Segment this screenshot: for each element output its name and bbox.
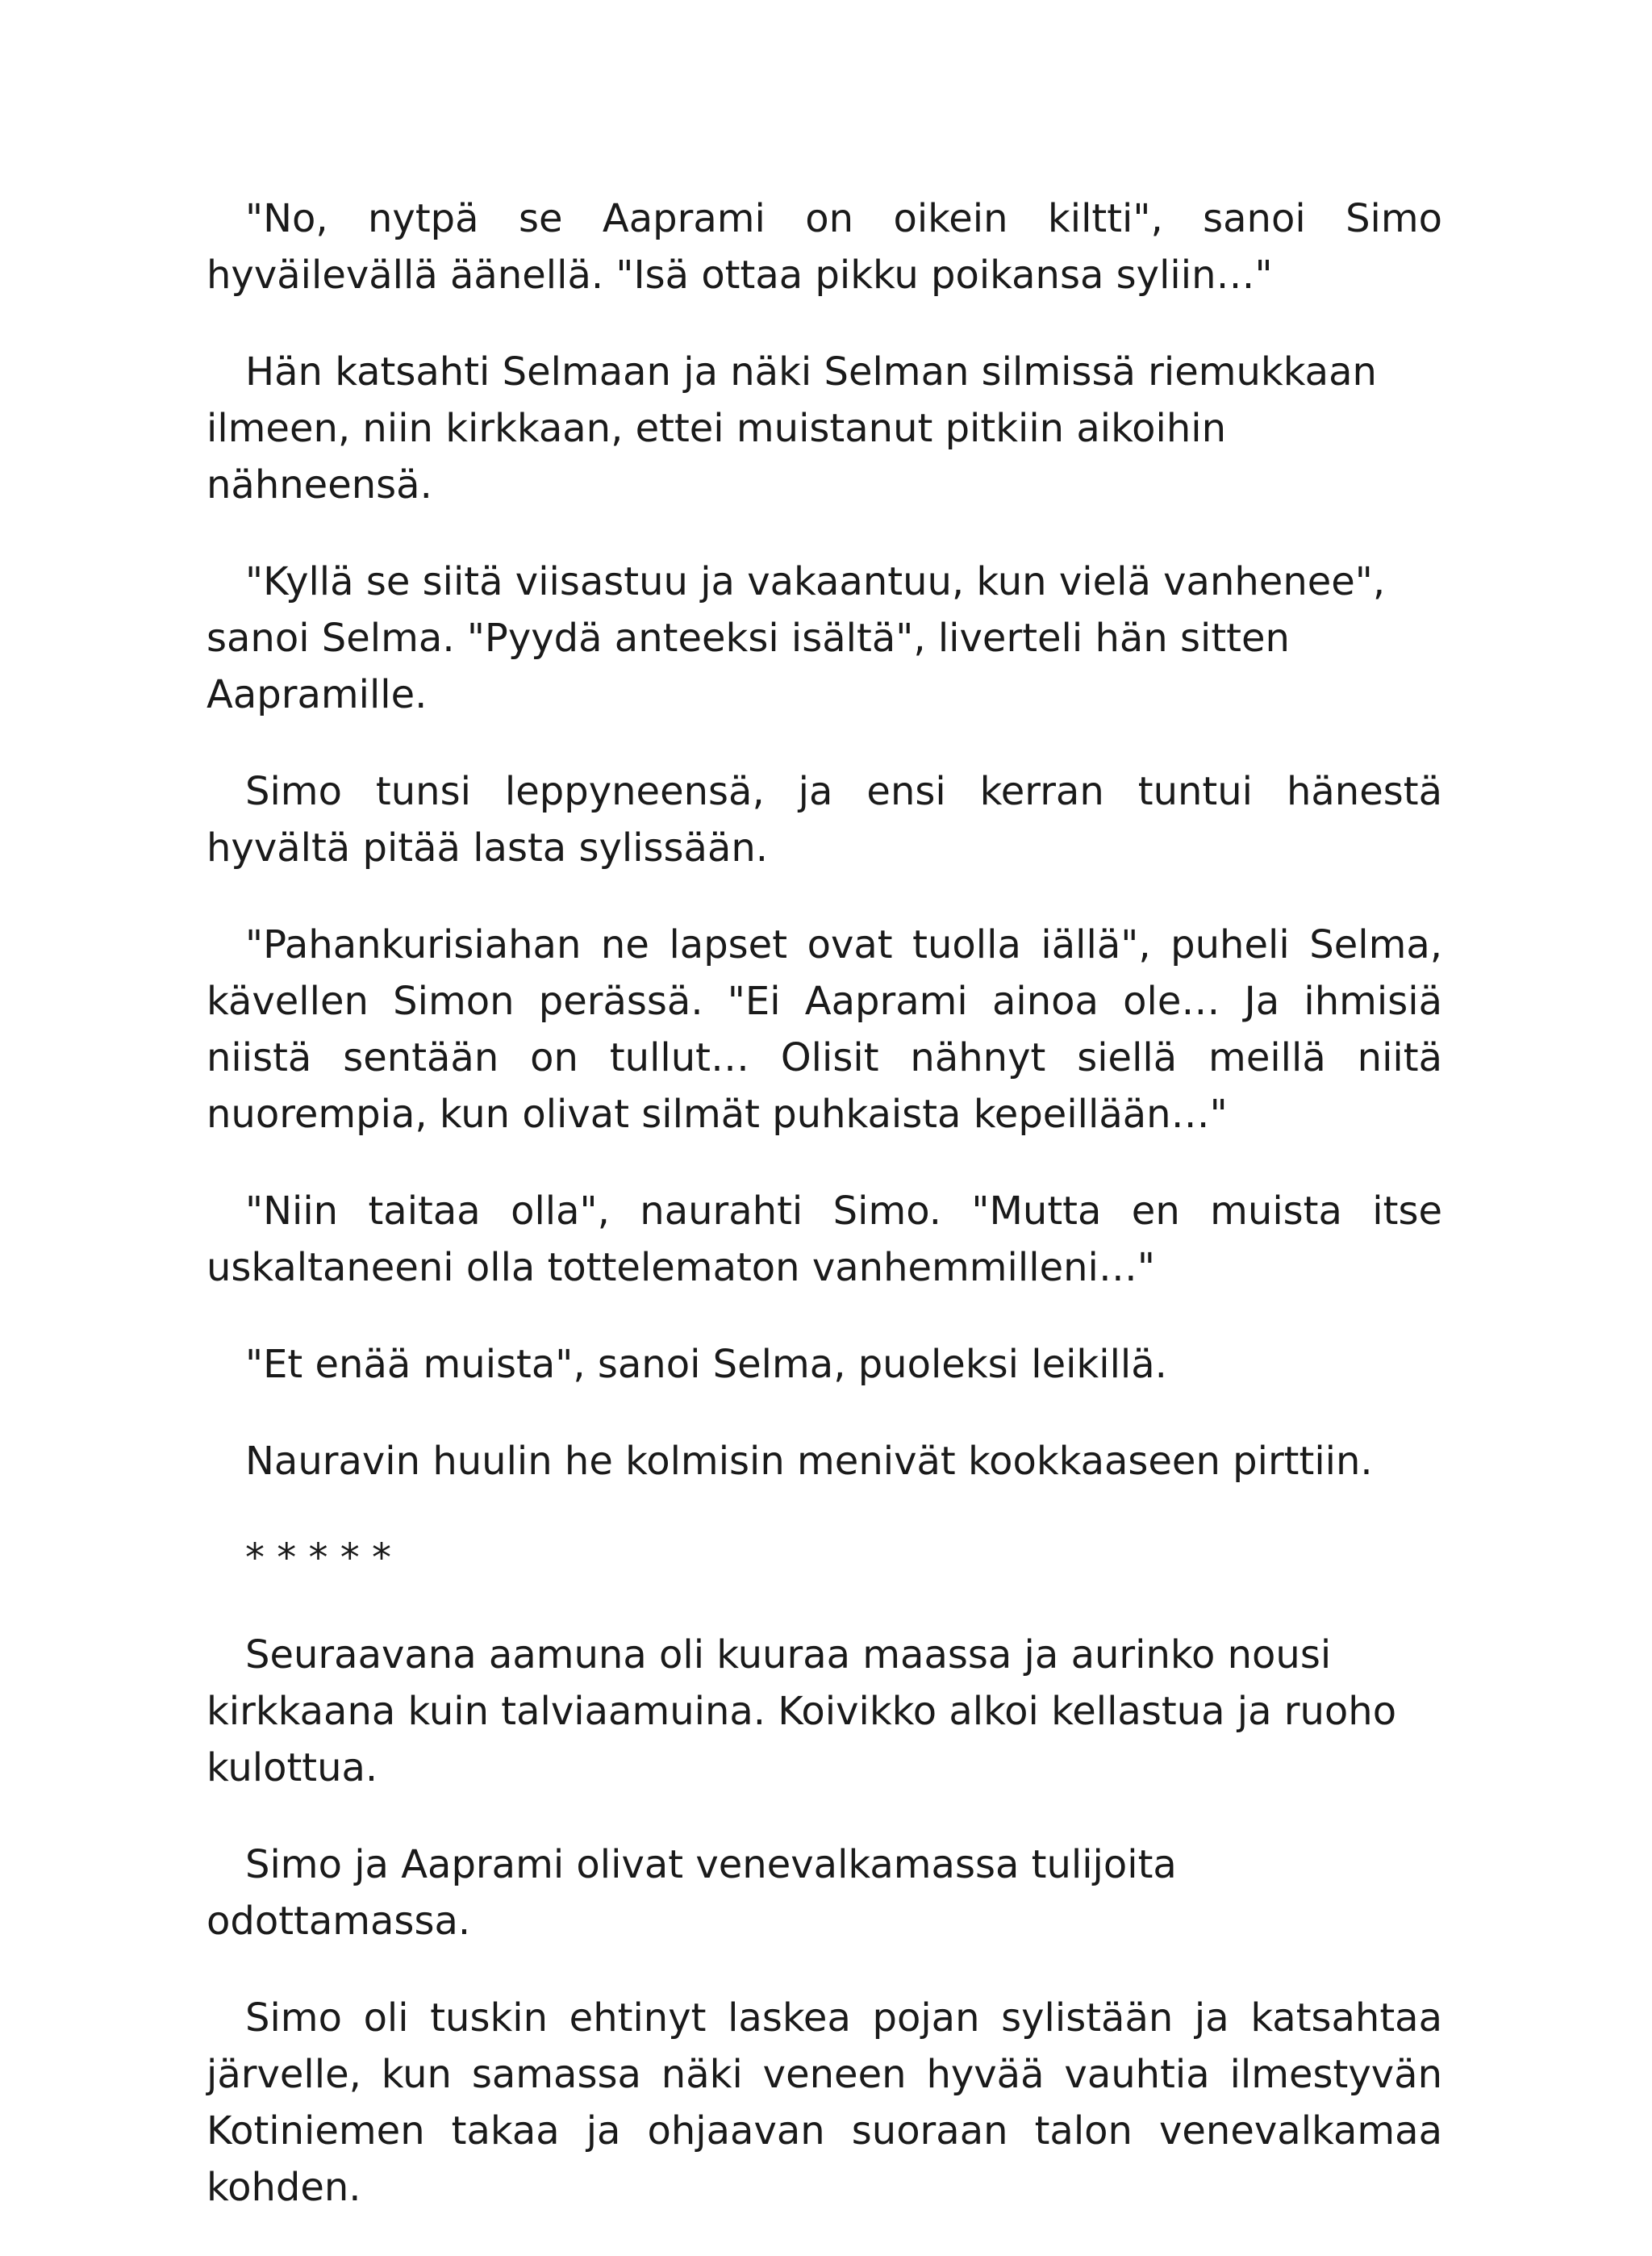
paragraph: "Et enää muista", sanoi Selma, puoleksi leikillä. — [245, 1342, 1167, 1387]
body-text — [206, 190, 1442, 2256]
paragraph: Simo oli tuskin ehtinyt laskea pojan sylistään ja katsahtaa järvelle, kun samassa näki veneen hyvää vauhtia ilmestyvän Kotiniemen takaa ja ohjaavan suoraan talon venevalkamaa kohden. — [206, 1995, 1442, 2210]
paragraph: Seuraavana aamuna oli kuuraa maassa ja aurinko nousi kirkkaana kuin talviaamuina. Koivikko alkoi kellastua ja ruoho kulottua. — [206, 1632, 1397, 1790]
paragraph: Hän katsahti Selmaan ja näki Selman silmissä riemukkaan ilmeen, niin kirkkaan, ettei muistanut pitkiin aikoihin nähneensä. — [206, 349, 1377, 508]
paragraph: Nauravin huulin he kolmisin menivät kookkaaseen pirttiin. — [245, 1439, 1373, 1484]
paragraph: "Pahankurisiahan ne lapset ovat tuolla iällä", puheli Selma, kävellen Simon perässä. "Ei Aaprami ainoa ole… Ja ihmisiä niistä sentään on tullut… Olisit nähnyt siellä meillä niitä nuorempia, kun olivat silmät puhkaista kepeillään…" — [206, 922, 1442, 1137]
paragraph: "Niin taitaa olla", naurahti Simo. "Mutta en muista itse uskaltaneeni olla tottelematon vanhemmilleni…" — [206, 1189, 1442, 1290]
section-separator: * * * * * — [245, 1535, 392, 1581]
paragraph: Simo tunsi leppyneensä, ja ensi kerran tuntui hänestä hyvältä pitää lasta sylissään. — [206, 769, 1442, 871]
paragraph: "No, nytpä se Aaprami on oikein kiltti", sanoi Simo hyväilevällä äänellä. "Isä ottaa pikku poikansa syliin…" — [206, 196, 1442, 298]
paragraph: "Kyllä se siitä viisastuu ja vakaantuu, kun vielä vanhenee", sanoi Selma. "Pyydä anteeksi isältä", liverteli hän sitten Aapramille. — [206, 559, 1386, 717]
paragraph: Simo ja Aaprami olivat venevalkamassa tulijoita odottamassa. — [206, 1842, 1177, 1944]
